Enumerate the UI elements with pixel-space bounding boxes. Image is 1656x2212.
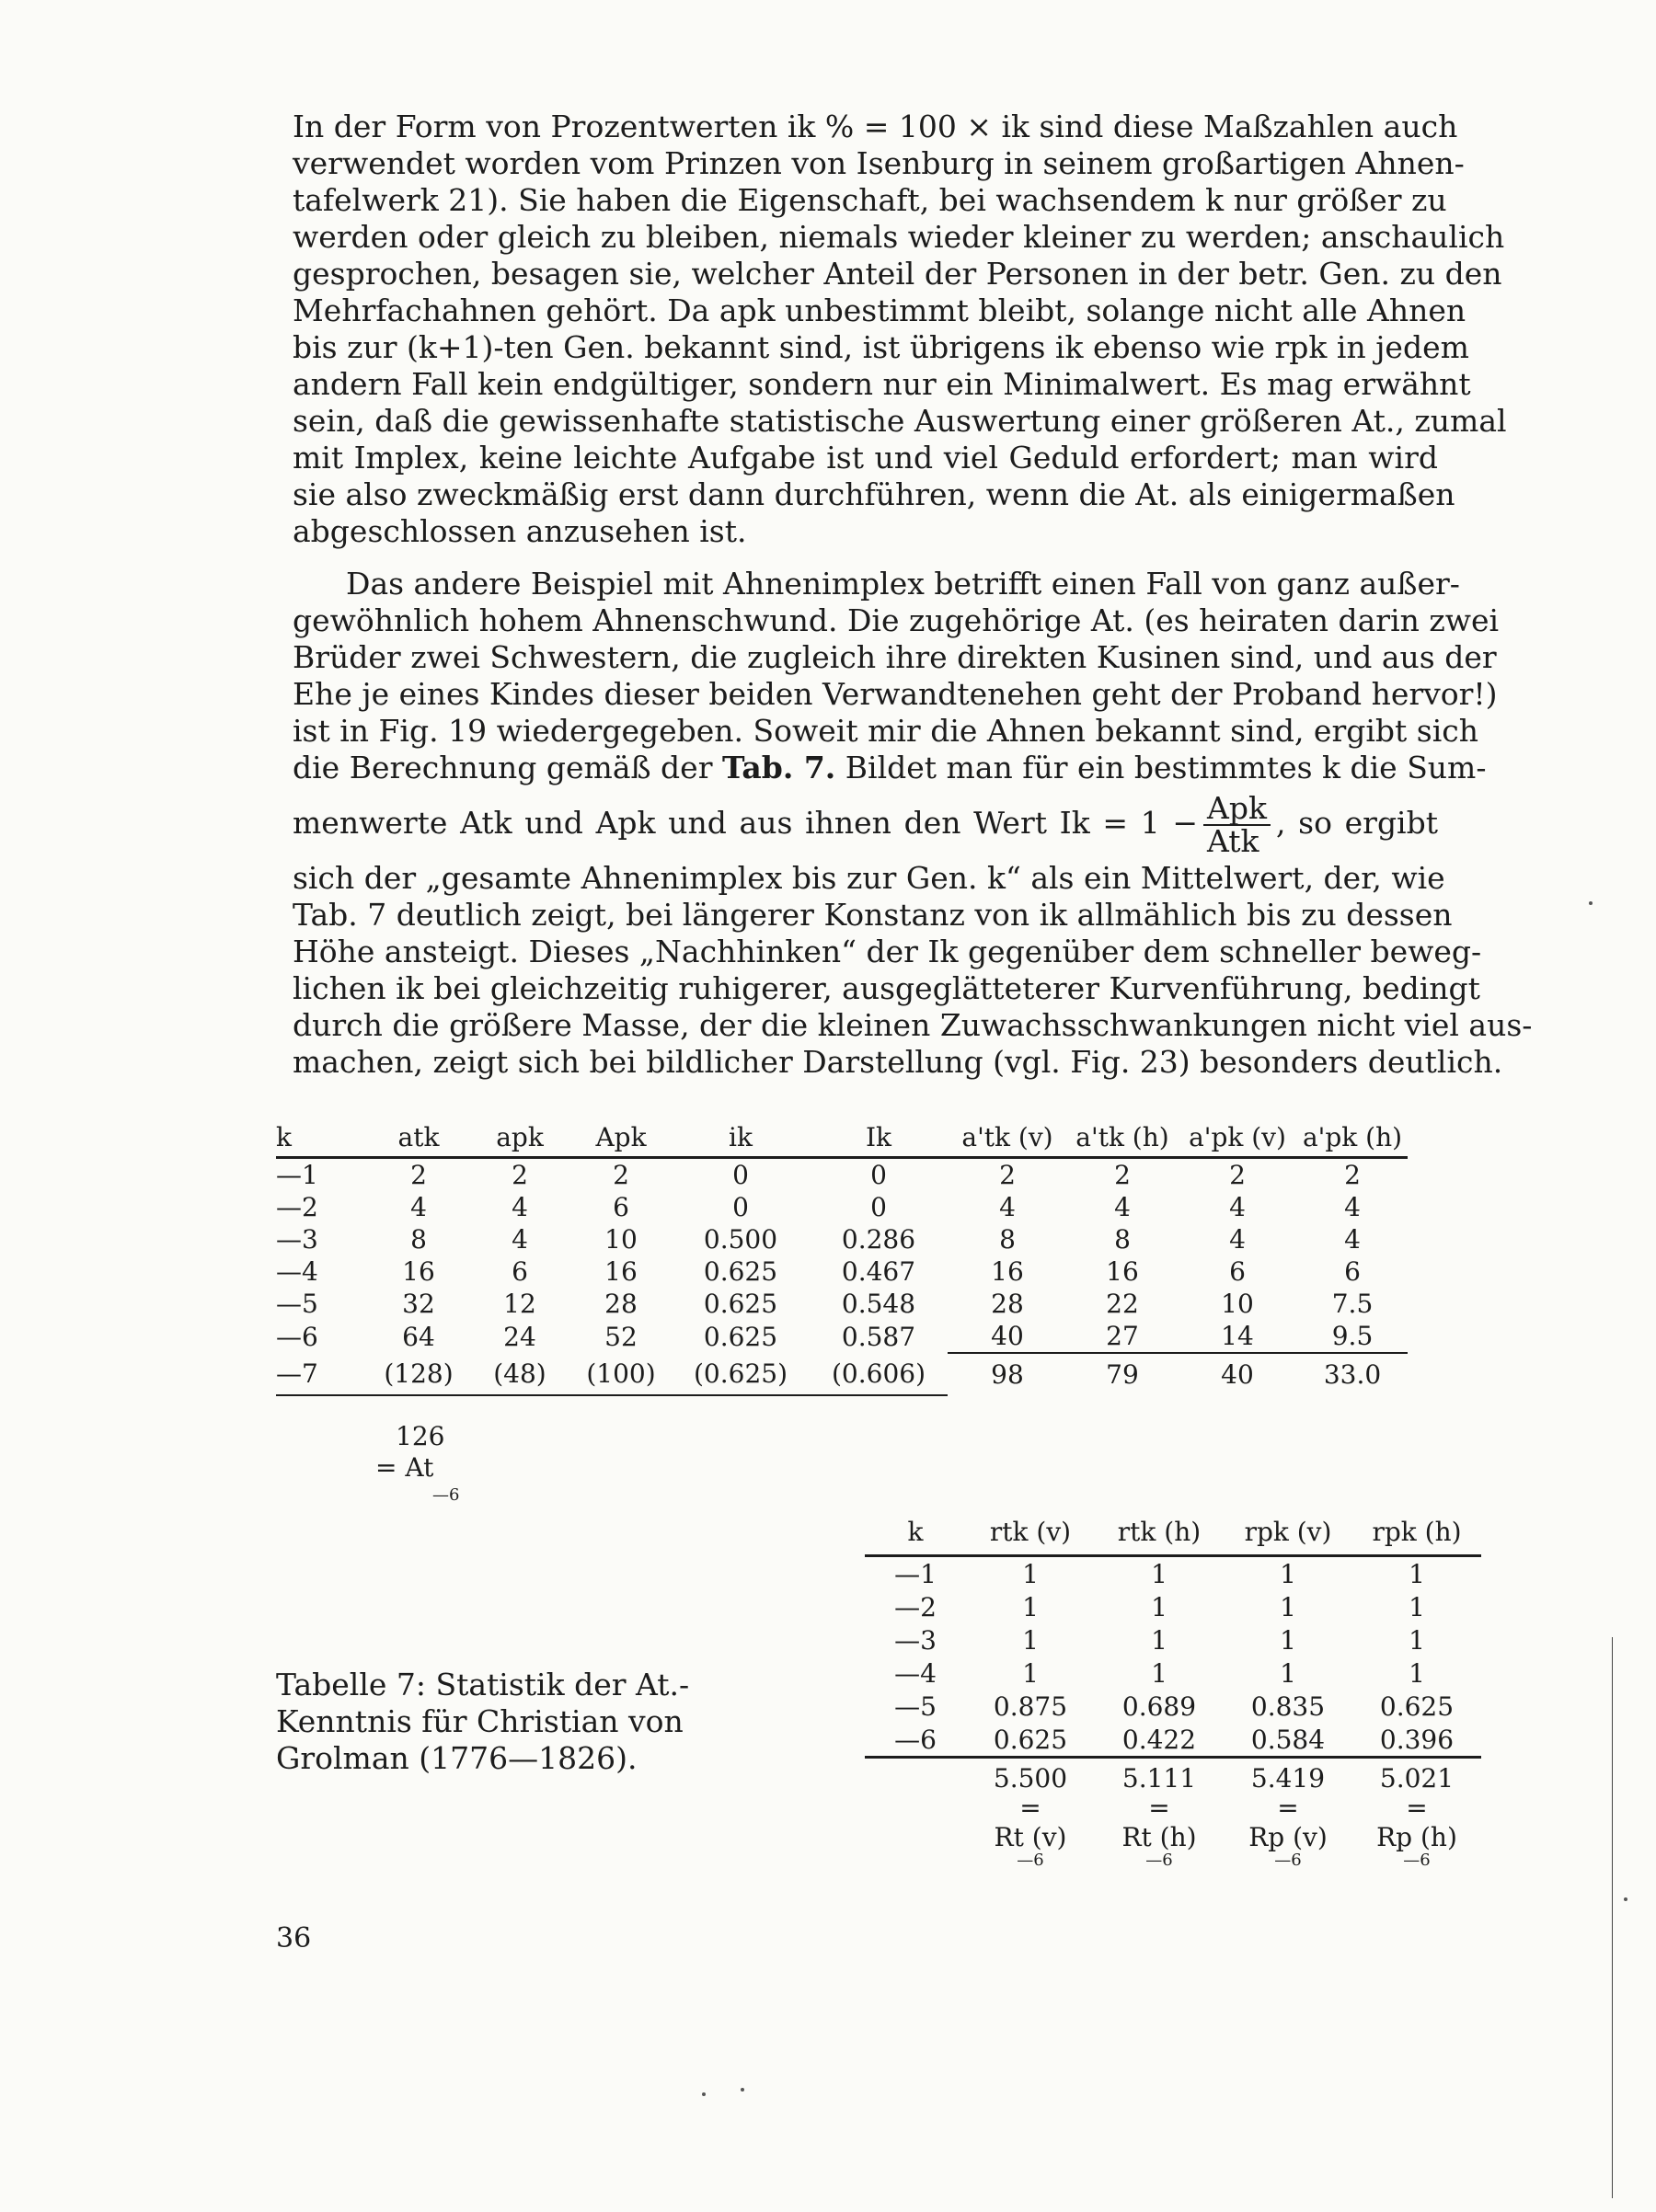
- table-cell: 0: [732, 1192, 749, 1222]
- table-cell: 0.625: [703, 1256, 778, 1287]
- table-cell: —3: [276, 1224, 318, 1255]
- table-cell: 7.5: [1331, 1289, 1374, 1319]
- table-cell: 4: [1344, 1224, 1361, 1255]
- table-row: [276, 1223, 1408, 1255]
- text-fragment: Bildet man für ein bestimmtes k die Sum-: [845, 750, 1487, 785]
- at-sum-annotation: [359, 1421, 459, 1511]
- table-cell: 16: [604, 1256, 638, 1287]
- column-header: Apk: [595, 1121, 647, 1152]
- table-cell: —6: [894, 1724, 937, 1755]
- table-cell: 0.625: [1379, 1691, 1455, 1722]
- text-line: Höhe ansteigt. Dieses „Nachhinken“ der Ik gegenüber dem schneller beweg-: [293, 934, 1482, 969]
- table-cell: 12: [503, 1289, 536, 1319]
- column-header: rpk (v): [1244, 1516, 1332, 1547]
- equals-sign: =: [1019, 1793, 1041, 1823]
- table-cell: 1: [1151, 1657, 1167, 1689]
- table-cell: 16: [1106, 1256, 1139, 1287]
- table-cell: 0.625: [703, 1321, 778, 1352]
- table-row: [276, 1288, 1408, 1320]
- table-cell: 4: [1344, 1192, 1361, 1222]
- text-line: [293, 750, 1487, 786]
- table-cell: 2: [613, 1160, 629, 1190]
- text-line: machen, zeigt sich bei bildlicher Darstellung (vgl. Fig. 23) besonders deutlich.: [293, 1044, 1503, 1080]
- table-cell: —5: [894, 1691, 937, 1722]
- table-cell: 2: [512, 1160, 528, 1190]
- column-header: a'pk (v): [1189, 1121, 1286, 1152]
- scan-speck: [741, 2088, 744, 2092]
- column-header: rtk (h): [1117, 1516, 1202, 1547]
- table-cell: 4: [512, 1224, 528, 1255]
- column-header: rpk (h): [1372, 1516, 1462, 1547]
- sum-subscript: —6: [1403, 1851, 1431, 1870]
- table-cell: 27: [1106, 1321, 1139, 1351]
- table-row: [865, 1656, 1481, 1690]
- formula-line: [293, 786, 1438, 860]
- table-cell: 1: [1280, 1657, 1296, 1689]
- table-caption: Tabelle 7: Statistik der At.-Kenntnis für Christian von Grolman (1776—1826).: [276, 1667, 690, 1776]
- table-cell: 8: [410, 1224, 427, 1255]
- table-cell: (100): [570, 1353, 672, 1395]
- sum-label: Rt (h): [1121, 1822, 1197, 1852]
- text-line: Brüder zwei Schwestern, die zugleich ihre direkten Kusinen sind, und aus der: [293, 639, 1497, 675]
- sum-label: Rt (v): [994, 1822, 1067, 1852]
- table-header-row: [276, 1117, 1408, 1158]
- table-cell: 0.875: [993, 1691, 1068, 1722]
- table-cell: 1: [1280, 1624, 1296, 1656]
- scan-speck: [1624, 1897, 1627, 1901]
- table-cell: 24: [503, 1321, 536, 1352]
- text-line: Tab. 7 deutlich zeigt, bei längerer Konstanz von ik allmählich bis zu dessen: [293, 897, 1453, 933]
- table-cell: 0.584: [1250, 1724, 1326, 1755]
- table-cell: 1: [1151, 1591, 1167, 1622]
- empty-cell: [865, 1758, 966, 1870]
- column-header: ik: [729, 1121, 753, 1152]
- table-cell: (0.625): [672, 1353, 810, 1395]
- column-header: atk: [397, 1121, 440, 1152]
- table-row: [276, 1353, 1408, 1395]
- table-cell: 0.548: [841, 1289, 916, 1319]
- text-line: durch die größere Masse, der die kleinen Zuwachsschwankungen nicht viel aus-: [293, 1007, 1533, 1043]
- table-cell: 14: [1221, 1321, 1254, 1351]
- scan-speck: [1589, 901, 1593, 905]
- scan-edge-line: [1612, 1637, 1613, 2198]
- column-header: apk: [496, 1121, 544, 1152]
- sum-cell: [1224, 1758, 1352, 1870]
- table-cell: 0.286: [841, 1224, 916, 1255]
- fraction-denominator: Atk: [1207, 823, 1259, 859]
- table-cell: 4: [512, 1192, 528, 1222]
- text-line: In der Form von Prozentwerten ik % = 100 × ik sind diese Maßzahlen auch: [293, 109, 1458, 144]
- column-header: k: [276, 1121, 292, 1152]
- table-cell: 0.587: [841, 1321, 916, 1352]
- table-cell: 2: [1114, 1160, 1131, 1190]
- text-line: tafelwerk 21). Sie haben die Eigenschaft, bei wachsendem k nur größer zu: [293, 182, 1447, 218]
- table-cell: 1: [1280, 1558, 1296, 1589]
- table-row: [865, 1623, 1481, 1656]
- table-cell: 1: [1151, 1624, 1167, 1656]
- sum-subscript: —6: [1274, 1851, 1302, 1870]
- table-cell: 4: [1229, 1192, 1246, 1222]
- table-cell: —2: [276, 1192, 318, 1222]
- table-cell: 2: [410, 1160, 427, 1190]
- sum-label: Rp (v): [1248, 1822, 1328, 1852]
- table-cell: 1: [1409, 1591, 1425, 1622]
- table-cell: 16: [991, 1256, 1024, 1287]
- table-cell: 4: [410, 1192, 427, 1222]
- table-cell: —1: [894, 1558, 937, 1589]
- sum-value: 5.111: [1121, 1763, 1197, 1794]
- column-header: rtk (v): [989, 1516, 1072, 1547]
- column-header: a'tk (v): [961, 1121, 1053, 1152]
- text-line: Ehe je eines Kindes dieser beiden Verwandtenehen geht der Proband hervor!): [293, 676, 1498, 712]
- text-fragment: die Berechnung gemäß der: [293, 750, 713, 785]
- table-cell: (48): [469, 1353, 570, 1395]
- table-row: [276, 1255, 1408, 1288]
- table-cell: 9.5: [1331, 1321, 1374, 1351]
- sum-value: 126: [396, 1421, 445, 1451]
- table-header-row: [865, 1508, 1481, 1556]
- table-row: [276, 1320, 1408, 1353]
- formula-text: menwerte Atk und Apk und aus ihnen den Wert Ik = 1 −: [293, 805, 1199, 841]
- table-cell: —3: [894, 1624, 937, 1656]
- table-cell: —4: [894, 1657, 937, 1689]
- table-cell: 10: [604, 1224, 638, 1255]
- statistics-table-main: [276, 1117, 1408, 1396]
- text-line: lichen ik bei gleichzeitig ruhigerer, ausgeglätteterer Kurvenführung, bedingt: [293, 970, 1480, 1006]
- statistics-table-relative: [865, 1508, 1481, 1869]
- sum-label: = At: [375, 1452, 434, 1483]
- formula-fraction: [1203, 790, 1271, 859]
- equals-sign: =: [1148, 1793, 1170, 1823]
- table-cell: 1: [1022, 1657, 1039, 1689]
- table-cell: 16: [402, 1256, 435, 1287]
- text-line: verwendet worden vom Prinzen von Isenburg in seinem großartigen Ahnen-: [293, 145, 1465, 181]
- table-cell: 4: [1114, 1192, 1131, 1222]
- table-cell: 1: [1280, 1591, 1296, 1622]
- sum-subscript: —6: [1017, 1851, 1044, 1870]
- column-header: Ik: [865, 1121, 892, 1152]
- text-line: abgeschlossen anzusehen ist.: [293, 513, 747, 549]
- fraction-numerator: Apk: [1203, 793, 1271, 826]
- sum-subscript: —6: [1145, 1851, 1173, 1870]
- table-cell: 1: [1151, 1558, 1167, 1589]
- table-cell: 32: [402, 1289, 435, 1319]
- table-cell: 8: [999, 1224, 1016, 1255]
- table-cell: 40: [1178, 1353, 1297, 1395]
- table-cell: —5: [276, 1289, 318, 1319]
- table-cell: 1: [1409, 1657, 1425, 1689]
- text-line: gesprochen, besagen sie, welcher Anteil der Personen in der betr. Gen. zu den: [293, 256, 1502, 292]
- text-line: Mehrfachahnen gehört. Da apk unbestimmt bleibt, solange nicht alle Ahnen: [293, 292, 1466, 328]
- table-cell: 8: [1114, 1224, 1131, 1255]
- sum-subscript: —6: [432, 1485, 460, 1505]
- table-cell: 0.422: [1121, 1724, 1197, 1755]
- table-cell: 6: [512, 1256, 528, 1287]
- table-cell: 2: [1344, 1160, 1361, 1190]
- table-cell: 0: [870, 1160, 887, 1190]
- table-cell: 2: [1229, 1160, 1246, 1190]
- table-cell: 28: [604, 1289, 638, 1319]
- table-cell: 0: [870, 1192, 887, 1222]
- table-cell: (128): [368, 1353, 469, 1395]
- paragraph-1: [293, 109, 1507, 550]
- table-cell: —7: [276, 1353, 368, 1395]
- table-cell: —6: [276, 1321, 318, 1352]
- table-row: [276, 1191, 1408, 1223]
- text-line: sich der „gesamte Ahnenimplex bis zur Gen. k“ als ein Mittelwert, der, wie: [293, 860, 1445, 896]
- equals-sign: =: [1277, 1793, 1299, 1823]
- text-line: mit Implex, keine leichte Aufgabe ist und viel Geduld erfordert; man wird: [293, 440, 1438, 476]
- table-cell: —1: [276, 1160, 318, 1190]
- table-cell: 0.500: [703, 1224, 778, 1255]
- sum-row: [865, 1758, 1481, 1870]
- table-cell: 2: [999, 1160, 1016, 1190]
- table-cell: 1: [1409, 1624, 1425, 1656]
- text-line: bis zur (k+1)-ten Gen. bekannt sind, ist übrigens ik ebenso wie rpk in jedem: [293, 329, 1469, 365]
- table-cell: 6: [613, 1192, 629, 1222]
- text-line: andern Fall kein endgültiger, sondern nur ein Minimalwert. Es mag erwähnt: [293, 366, 1471, 402]
- table-cell: 22: [1106, 1289, 1139, 1319]
- table-cell: 4: [1229, 1224, 1246, 1255]
- table-cell: 4: [999, 1192, 1016, 1222]
- sum-label: Rp (h): [1376, 1822, 1457, 1852]
- table-row: [276, 1158, 1408, 1192]
- table-cell: 1: [1022, 1624, 1039, 1656]
- table-cell: 6: [1344, 1256, 1361, 1287]
- page-number: 36: [276, 1922, 312, 1954]
- equals-sign: =: [1406, 1793, 1428, 1823]
- table-cell: 0.689: [1121, 1691, 1197, 1722]
- table-cell: 33.0: [1297, 1353, 1408, 1395]
- text-line: sein, daß die gewissenhafte statistische Auswertung einer größeren At., zumal: [293, 403, 1507, 439]
- table-cell: 1: [1409, 1558, 1425, 1589]
- sum-cell: [1095, 1758, 1224, 1870]
- paragraph-2: [293, 566, 1533, 1081]
- table-cell: (0.606): [810, 1353, 948, 1395]
- formula-text: , so ergibt: [1275, 805, 1439, 841]
- column-header: a'tk (h): [1075, 1121, 1169, 1152]
- table-row: [865, 1590, 1481, 1623]
- sum-value: 5.500: [993, 1763, 1068, 1794]
- table-cell: 79: [1067, 1353, 1178, 1395]
- table-cell: 0.396: [1379, 1724, 1455, 1755]
- table-cell: 40: [991, 1321, 1024, 1351]
- table-cell: 6: [1229, 1256, 1246, 1287]
- column-header: a'pk (h): [1302, 1121, 1403, 1152]
- scan-speck: [702, 2092, 706, 2096]
- text-line: ist in Fig. 19 wiedergegeben. Soweit mir die Ahnen bekannt sind, ergibt sich: [293, 713, 1479, 749]
- table-cell: 0.625: [993, 1724, 1068, 1755]
- table-cell: 0.467: [841, 1256, 916, 1287]
- table-cell: 1: [1022, 1558, 1039, 1589]
- column-header: k: [907, 1516, 924, 1547]
- table-cell: 0: [732, 1160, 749, 1190]
- table-row: [865, 1690, 1481, 1723]
- sum-cell: [966, 1758, 1095, 1870]
- table-cell: —4: [276, 1256, 318, 1287]
- text-line: gewöhnlich hohem Ahnenschwund. Die zugehörige At. (es heiraten darin zwei: [293, 602, 1500, 638]
- table-cell: 10: [1221, 1289, 1254, 1319]
- sum-value: 5.021: [1379, 1763, 1455, 1794]
- table-cell: 28: [991, 1289, 1024, 1319]
- text-line: werden oder gleich zu bleiben, niemals wieder kleiner zu werden; anschaulich: [293, 219, 1505, 255]
- table-cell: 1: [1022, 1591, 1039, 1622]
- table-cell: 52: [604, 1321, 638, 1352]
- table-cell: 98: [948, 1353, 1067, 1395]
- table-reference: Tab. 7.: [721, 750, 836, 785]
- table-cell: —2: [894, 1591, 937, 1622]
- table-row: [865, 1556, 1481, 1591]
- table-cell: 0.625: [703, 1289, 778, 1319]
- sum-value: 5.419: [1250, 1763, 1326, 1794]
- text-line: Das andere Beispiel mit Ahnenimplex betrifft einen Fall von ganz außer-: [346, 566, 1460, 602]
- text-line: sie also zweckmäßig erst dann durchführen, wenn die At. als einigermaßen: [293, 476, 1455, 512]
- sum-cell: [1352, 1758, 1481, 1870]
- table-cell: 0.835: [1250, 1691, 1326, 1722]
- table-row: [865, 1723, 1481, 1758]
- table-cell: 64: [402, 1321, 435, 1352]
